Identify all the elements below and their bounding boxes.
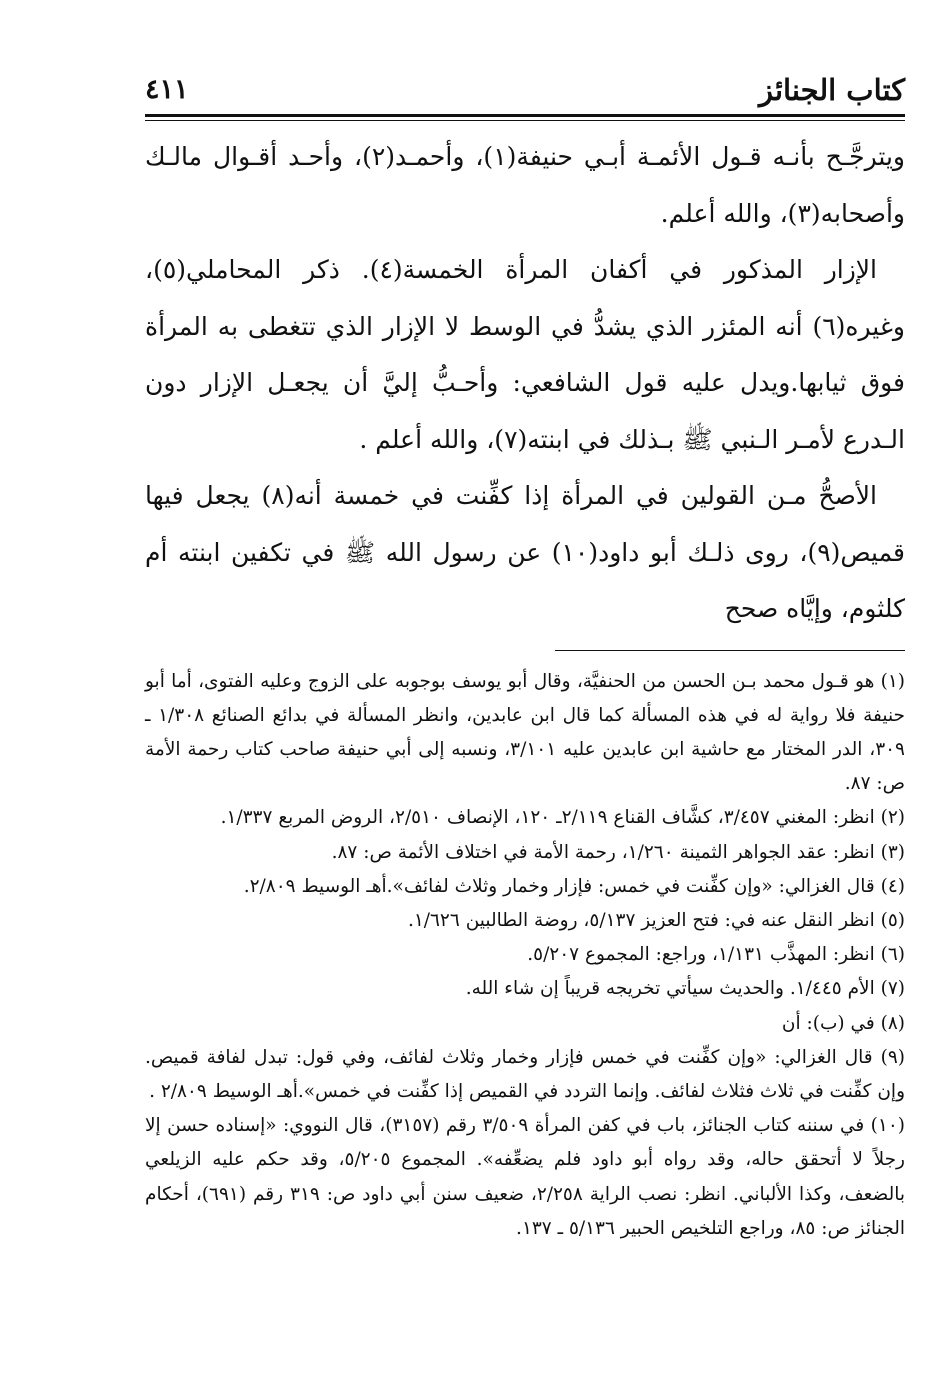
footnotes (145, 665, 905, 1246)
footnote-separator (555, 650, 905, 651)
book-page (145, 66, 905, 1246)
header-rule-thin (145, 120, 905, 121)
footnote: (٨) في (ب): أن (781, 1012, 905, 1034)
paragraph: الأصحُّ مـن القولين في المرأة إذا كفِّنت في خمسة أنه(٨) يجعل فيها قميص(٩)، روى ذلـك أبو داود(١٠) عن رسول الله ﷺ في تكفين ابنته أم كلثوم، وإيَّاه صحح (145, 481, 905, 623)
header-rule-thick (145, 114, 905, 117)
footnote: (١٠) في سننه كتاب الجنائز، باب في كفن المرأة ٣/٥٠٩ رقم (٣١٥٧)، قال النووي: «إسناده حسن إلا رجلاً لا أتحقق حاله، وقد رواه أبو داود فلم يضعِّفه». المجموع ٥/٢٠٥، وقد حكم عليه الزيلعي بالضعف، وكذا الألباني. انظر: نصب الراية ٢/٢٥٨، ضعيف سنن أبي داود ص: ٣١٩ رقم (٦٩١)، أحكام الجنائز ص: ٨٥، وراجع التلخيص الحبير ٥/١٣٦ ـ ١٣٧. (145, 1115, 905, 1239)
chapter-title: كتاب الجنائز (758, 73, 905, 107)
paragraph: الإزار المذكور في أكفان المرأة الخمسة(٤). ذكر المحاملي(٥)، وغيره(٦) أنه المئزر الذي يشدُّ في الوسط لا الإزار الذي تتغطى به المرأة فوق ثيابها.ويدل عليه قول الشافعي: وأحـبُّ إليَّ أن يجعـل الإزار دون الـدرع لأمـر الـنبي ﷺ بـذلك في ابنته(٧)، والله أعلم . (145, 255, 905, 454)
footnote: (٩) قال الغزالي: «وإن كفِّنت في خمس فإزار وخمار وثلاث لفائف، وفي قول: تبدل لفافة قميص. وإن كفِّنت في ثلاث فثلاث لفائف. وإنما التردد في القميص إذا كفِّنت في خمس».أهـ الوسيط ٢/٨٠٩ . (145, 1046, 905, 1102)
footnote: (١) هو قـول محمد بـن الحسن من الحنفيَّة، وقال أبو يوسف بوجوبه على الزوج وعليه الفتوى، أما أبو حنيفة فلا رواية له في هذه المسألة كما قال ابن عابدين، وانظر المسألة في بدائع الصنائع ١/٣٠٨ ـ ٣٠٩، الدر المختار مع حاشية ابن عابدين عليه ٣/١٠١، ونسبه إلى أبي حنيفة صاحب كتاب رحمة الأمة ص: ٨٧. (145, 670, 905, 795)
footnote: (٤) قال الغزالي: «وإن كفِّنت في خمس: فإزار وخمار وثلاث لفائف».أهـ الوسيط ٢/٨٠٩. (243, 875, 905, 897)
footnote: (٣) انظر: عقد الجواهر الثمينة ١/٢٦٠، رحمة الأمة في اختلاف الأئمة ص: ٨٧. (331, 841, 905, 863)
footnote: (٢) انظر: المغني ٣/٤٥٧، كشَّاف القناع ٢/١١٩ـ ١٢٠، الإنصاف ٢/٥١٠، الروض المربع ١/٣٣٧. (220, 807, 905, 829)
page-header (145, 66, 905, 114)
footnote: (٧) الأم ١/٤٤٥. والحديث سيأتي تخريجه قريباً إن شاء الله. (465, 978, 905, 1000)
page-number: ٤١١ (145, 74, 189, 105)
footnote: (٦) انظر: المهذَّب ١/١٣١، وراجع: المجموع ٥/٢٠٧. (527, 944, 905, 966)
paragraph: ويترجَّـح بأنـه قـول الأئمـة أبـي حنيفة(١)، وأحمـد(٢)، وأحـد أقـوال مالـك وأصحابه(٣)، والله أعلم. (145, 142, 905, 228)
main-text (145, 129, 905, 638)
footnote: (٥) انظر النقل عنه في: فتح العزيز ٥/١٣٧، روضة الطالبين ١/٦٢٦. (407, 909, 905, 931)
